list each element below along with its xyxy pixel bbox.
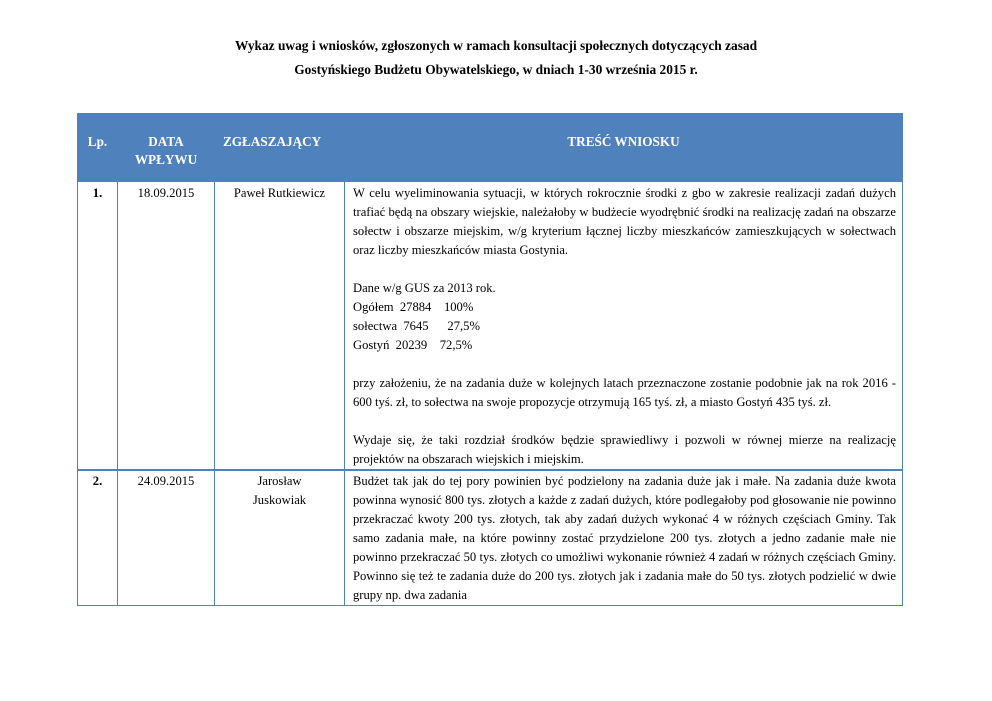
document-title [0,34,992,82]
stats-line: Gostyń 20239 72,5% [353,338,473,352]
row-submitter-last-name: Juskowiak [252,493,307,507]
document-title-line-2: Gostyńskiego Budżetu Obywatelskiego, w dniach 1-30 września 2015 r. [294,62,698,77]
row-number: 1. [78,182,118,471]
header-date-line-2: WPŁYWU [134,152,198,167]
row-submitter-first-name: Jarosław [257,474,302,488]
header-date-line-1: DATA [148,134,184,149]
content-paragraph: W celu wyeliminowania sytuacji, w których rokrocznie środki z gbo w zakresie realizacji zadań dużych trafiać będą na obszary wiejskie, należałoby w budżecie wyodrębnić środki na realizację zadań na obszarze sołectw i obszarze miejskim, w/g kryterium łącznej liczby mieszkańców zamieszkujących w sołectwach oraz liczby mieszkańców miasta Gostynia. [353,186,896,257]
stats-title: Dane w/g GUS za 2013 rok. [353,281,496,295]
table-row [78,182,903,471]
header-row [78,114,903,182]
content-paragraph: Budżet tak jak do tej pory powinien być podzielony na zadania duże jak i małe. Na zadania duże kwota powinna wynosić 800 tys. złotych a każde z zadań dużych, które podlegałoby pod głosowanie nie powinno przekraczać kwoty 200 tys. złotych, tak aby zadań dużych wykonać 4 w różnych częściach Gminy. Tak samo zadania małe, na które powinny zostać przydzielone 200 tys. złotych a jedno zadanie małe nie powinno przekraczać 50 tys. złotych co umożliwi wykonanie również 4 zadań w różnych częściach Gminy. Powinno się też te zadania duże do 200 tys. złotych jak i zadania małe do 50 tys. złotych podzielić w dwie grupy np. dwa zadania [353,474,896,602]
row-content [345,470,903,606]
header-date [118,114,215,182]
content-paragraph: przy założeniu, że na zadania duże w kolejnych latach przeznaczone zostanie podobnie jak na rok 2016 - 600 tyś. zł, to sołectwa na swoje propozycje otrzymują 165 tyś. zł, a miasto Gostyń 435 tyś. zł. [353,376,896,409]
submissions-table [77,113,903,606]
stats-line: Ogółem 27884 100% [353,300,474,314]
document-title-line-1: Wykaz uwag i wniosków, zgłoszonych w ramach konsultacji społecznych dotyczących zasad [234,38,758,53]
table-row [78,470,903,606]
header-submitter: ZGŁASZAJĄCY [215,114,345,182]
row-date: 18.09.2015 [118,182,215,471]
row-number: 2. [78,470,118,606]
header-content: TREŚĆ WNIOSKU [345,114,903,182]
header-lp: Lp. [78,114,118,182]
row-date: 24.09.2015 [118,470,215,606]
table-header [78,114,903,182]
row-content [345,182,903,471]
row-submitter [215,470,345,606]
stats-line: sołectwa 7645 27,5% [353,319,480,333]
row-submitter: Paweł Rutkiewicz [215,182,345,471]
content-paragraph: Wydaje się, że taki rozdział środków będzie sprawiedliwy i pozwoli w równej mierze na realizację projektów na obszarach wiejskich i miejskim. [353,433,896,466]
